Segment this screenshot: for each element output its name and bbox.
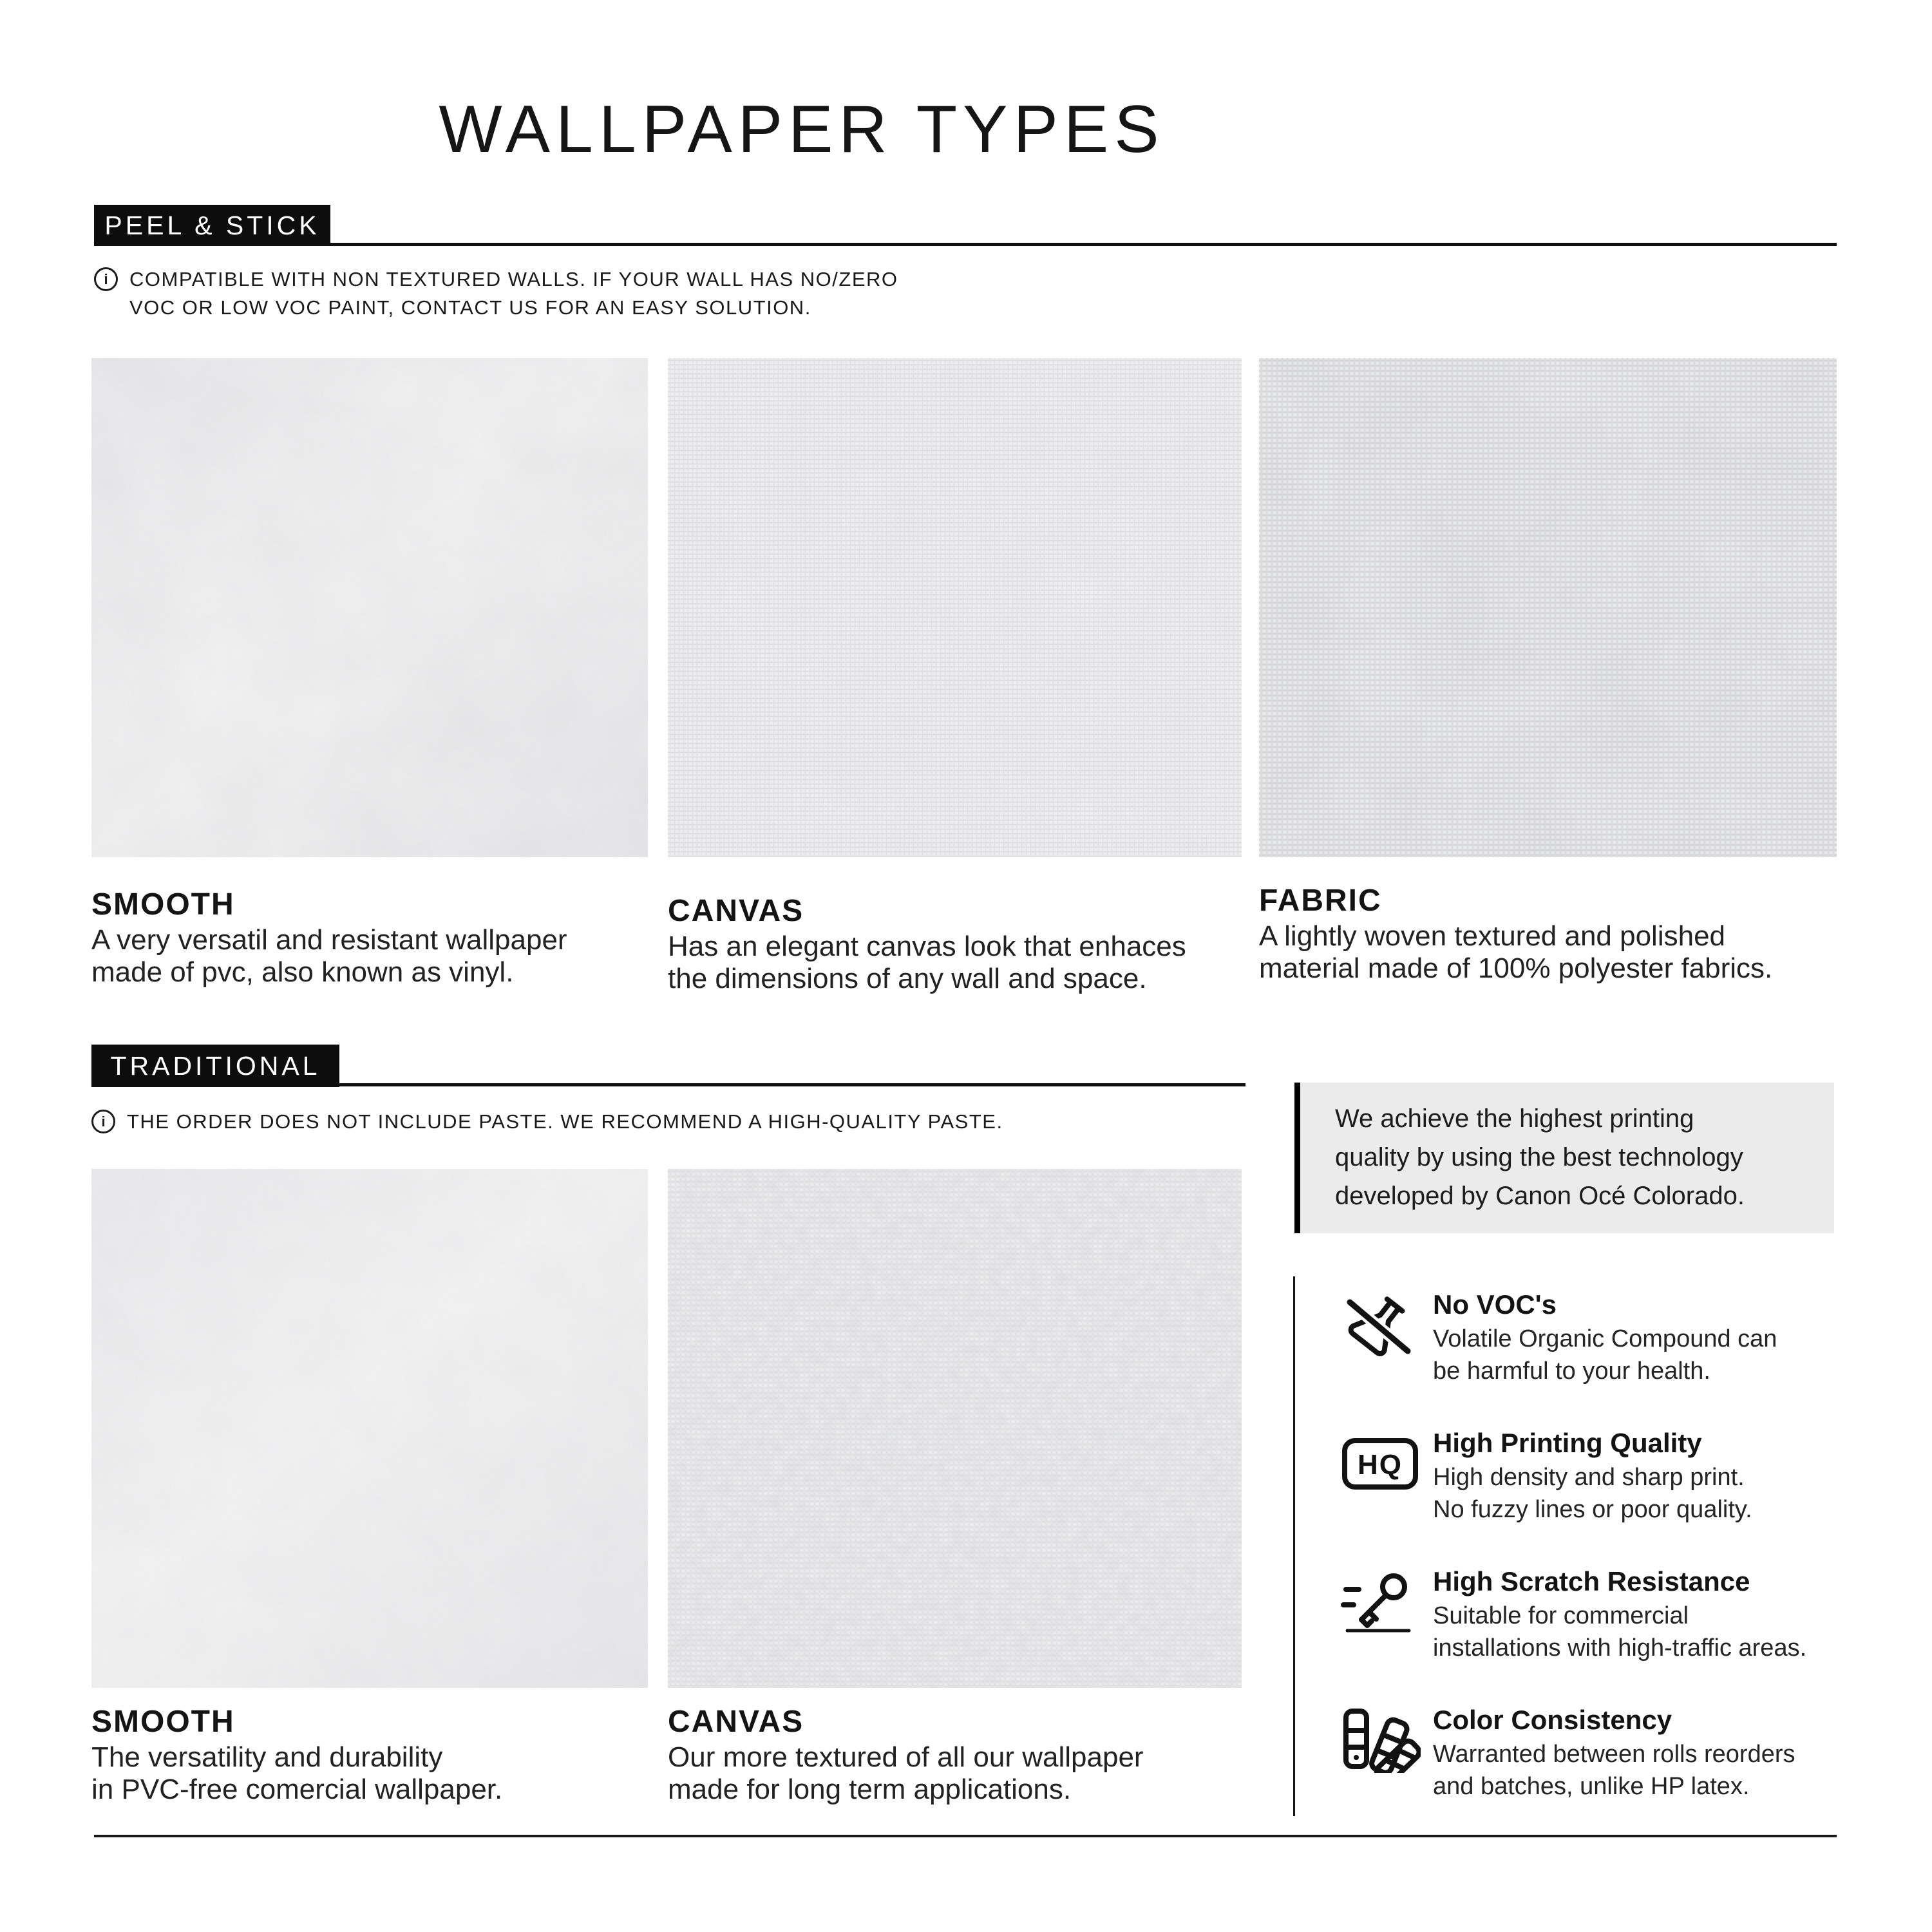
smooth-vinyl-swatch-image: [91, 358, 648, 857]
swatch-name: CANVAS: [668, 1705, 804, 1739]
key-scratch-icon: [1341, 1567, 1418, 1634]
feature-no-voc: [1341, 1288, 1856, 1387]
swatch-description: Our more textured of all our wallpaper made for long term applications.: [668, 1741, 1144, 1805]
swatch-name: SMOOTH: [91, 887, 235, 922]
section-label-traditional: TRADITIONAL: [91, 1045, 339, 1087]
woven-fabric-swatch-image: [1259, 358, 1837, 857]
feature-title: Color Consistency: [1433, 1705, 1672, 1735]
swatch-name: FABRIC: [1259, 884, 1382, 918]
hq-badge-icon: [1341, 1432, 1419, 1496]
feature-high-scratch-resistance: [1341, 1565, 1856, 1664]
feature-high-printing-quality: [1341, 1426, 1856, 1526]
feature-color-consistency: [1341, 1703, 1856, 1803]
printing-quality-quote-box: We achieve the highest printing quality by using the best technology developed by Canon Océ Colorado.: [1300, 1083, 1834, 1233]
feature-title: No VOC's: [1433, 1289, 1557, 1320]
smooth-paper-swatch-image: [91, 1169, 648, 1688]
feature-description: Warranted between rolls reorders and batches, unlike HP latex.: [1433, 1741, 1795, 1800]
feature-description: Volatile Organic Compound can be harmful to your health.: [1433, 1325, 1777, 1385]
traditional-note: [91, 1108, 1251, 1136]
features-divider: [1293, 1276, 1295, 1816]
bottom-rule: [94, 1835, 1837, 1837]
page-title: WALLPAPER TYPES: [439, 92, 1165, 167]
section-label-peel-stick: PEEL & STICK: [94, 205, 330, 246]
swatch-card-traditional-canvas: [668, 1169, 1242, 1806]
rough-canvas-swatch-image: [668, 1169, 1242, 1688]
color-swatches-icon: [1341, 1706, 1421, 1773]
swatch-card-peel-smooth: [91, 358, 648, 989]
fine-canvas-swatch-image: [668, 358, 1242, 857]
swatch-description: A lightly woven textured and polished material made of 100% polyester fabrics.: [1259, 920, 1773, 984]
feature-description: Suitable for commercial installations with high-traffic areas.: [1433, 1602, 1807, 1662]
peel-stick-note: [94, 265, 1189, 322]
swatch-description: The versatility and durability in PVC-free comercial wallpaper.: [91, 1741, 503, 1805]
flask-crossed-icon: [1341, 1292, 1417, 1359]
info-icon: i: [91, 1110, 115, 1133]
svg-text:HQ: HQ: [1358, 1449, 1403, 1481]
info-icon: i: [94, 267, 118, 291]
swatch-card-peel-canvas: [668, 358, 1242, 995]
swatch-card-peel-fabric: [1259, 358, 1837, 985]
peel-stick-rule: [94, 243, 1837, 246]
swatch-name: SMOOTH: [91, 1705, 235, 1739]
traditional-note-text: THE ORDER DOES NOT INCLUDE PASTE. WE RECOMMEND A HIGH-QUALITY PASTE.: [127, 1110, 1003, 1133]
swatch-card-traditional-smooth: [91, 1169, 648, 1806]
quote-accent-bar: [1294, 1083, 1300, 1233]
feature-title: High Printing Quality: [1433, 1428, 1702, 1458]
feature-title: High Scratch Resistance: [1433, 1566, 1750, 1596]
peel-stick-note-text: COMPATIBLE WITH NON TEXTURED WALLS. IF YOUR WALL HAS NO/ZERO VOC OR LOW VOC PAINT, CONTACT US FOR AN EASY SOLUTION.: [129, 268, 898, 319]
feature-description: High density and sharp print. No fuzzy lines or poor quality.: [1433, 1464, 1752, 1523]
swatch-description: A very versatil and resistant wallpaper made of pvc, also known as vinyl.: [91, 924, 567, 988]
swatch-name: CANVAS: [668, 894, 804, 928]
swatch-description: Has an elegant canvas look that enhaces the dimensions of any wall and space.: [668, 931, 1186, 994]
